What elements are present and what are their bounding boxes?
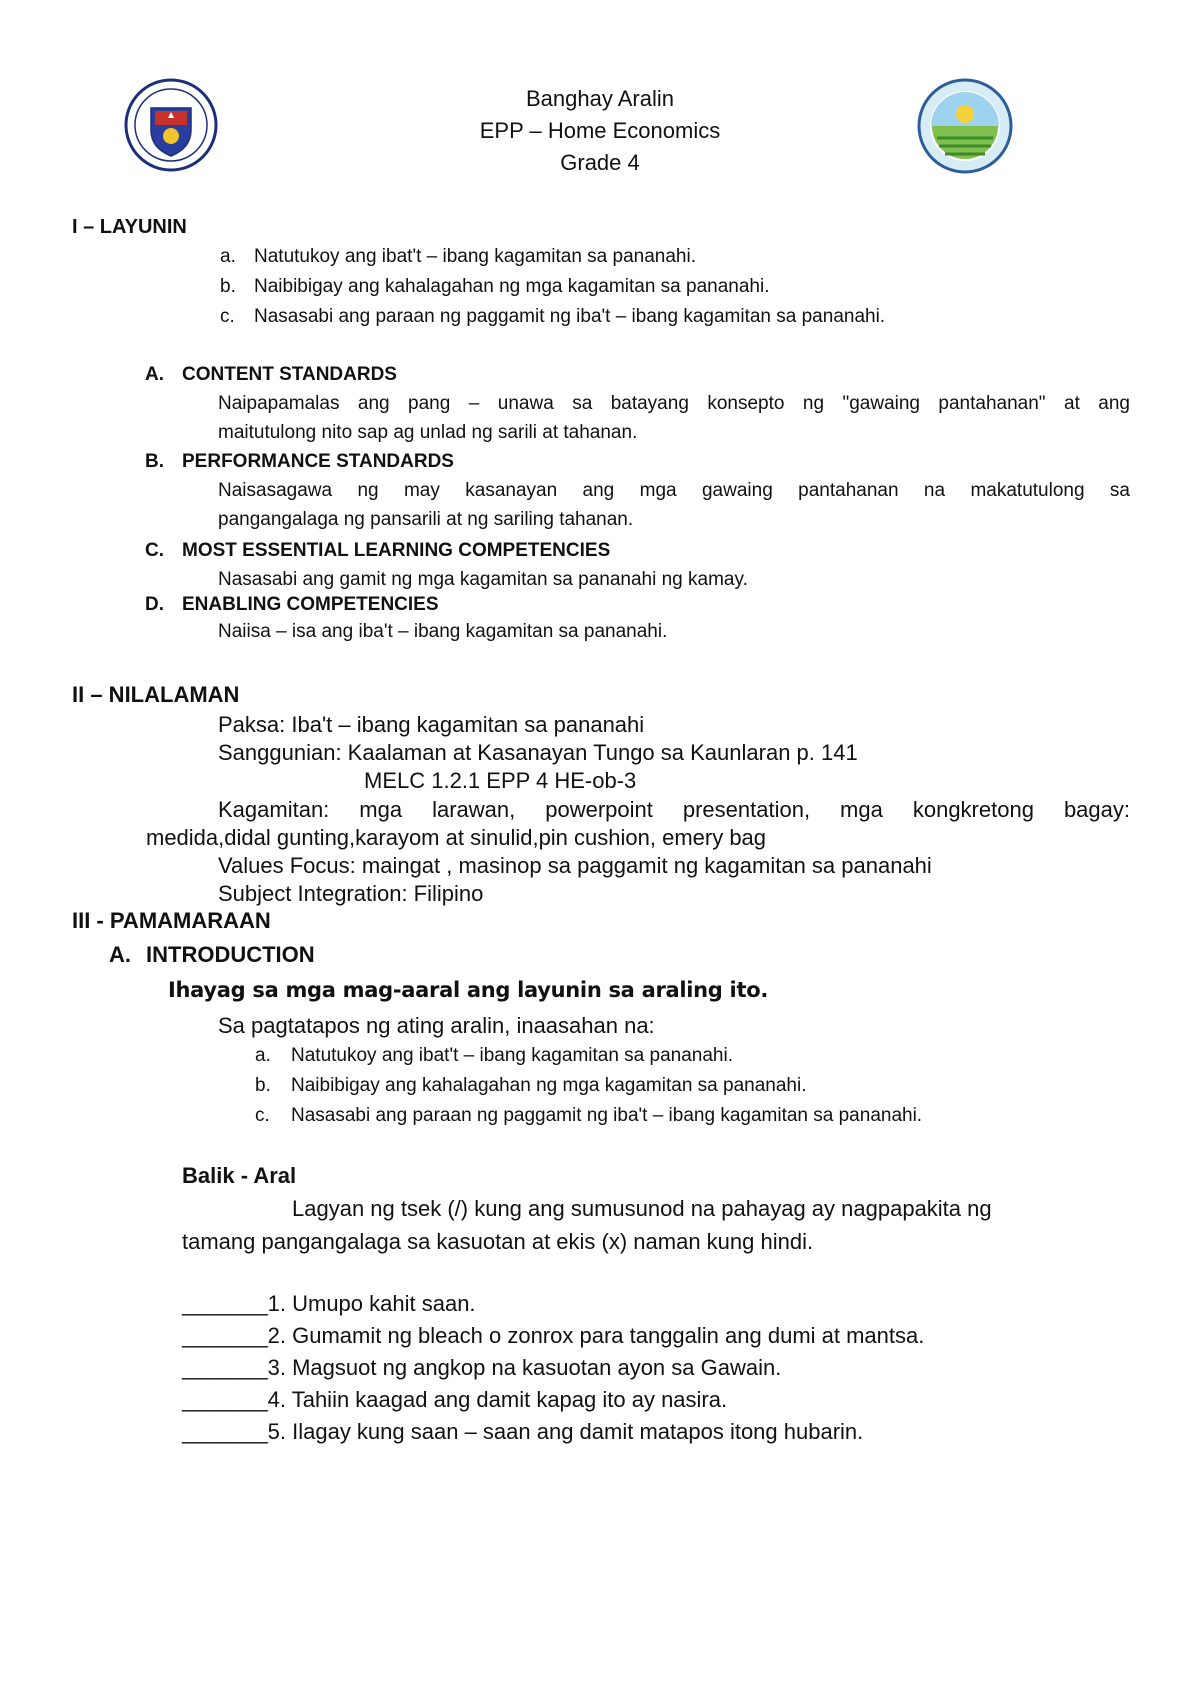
balik-aral-question: _______2. Gumamit ng bleach o zonrox para tanggalin ang dumi at mantsa. [182,1323,925,1348]
objective-item: Nasasabi ang paraan ng paggamit ng iba't – ibang kagamitan sa pananahi. [291,1105,923,1126]
layunin-item: Natutukoy ang ibat't – ibang kagamitan sa pananahi. [254,246,696,267]
performance-standards-text: Naisasagawa ng may kasanayan ang mga gawaing pantahanan na makatutulong sa [218,480,1130,501]
enabling-competencies-heading: ENABLING COMPETENCIES [182,594,439,615]
pamamaraan-heading: III - PAMAMARAAN [72,908,271,933]
balik-aral-instruction: Lagyan ng tsek (/) kung ang sumusunod na pahayag ay nagpapakita ng [292,1196,992,1221]
standard-marker: C. [145,540,164,561]
melc-heading: MOST ESSENTIAL LEARNING COMPETENCIES [182,540,611,561]
performance-standards-heading: PERFORMANCE STANDARDS [182,451,454,472]
melc-code-text: MELC 1.2.1 EPP 4 HE-ob-3 [364,768,637,793]
sanggunian-text: Sanggunian: Kaalaman at Kasanayan Tungo sa Kaunlaran p. 141 [218,740,858,765]
layunin-marker: a. [220,246,236,267]
layunin-marker: b. [220,276,236,297]
objective-marker: b. [255,1075,271,1096]
objective-item: Natutukoy ang ibat't – ibang kagamitan sa pananahi. [291,1045,733,1066]
standard-marker: D. [145,594,164,615]
content-standards-text: Naipapamalas ang pang – unawa sa batayang konsepto ng "gawaing pantahanan" at ang [218,393,1130,414]
nilalaman-heading: II – NILALAMAN [72,682,240,707]
objective-marker: a. [255,1045,271,1066]
layunin-heading: I – LAYUNIN [72,216,187,238]
kagamitan-text: medida,didal gunting,karayom at sinulid,pin cushion, emery bag [146,825,767,850]
balik-aral-question: _______4. Tahiin kaagad ang damit kapag ito ay nasira. [182,1387,728,1412]
values-focus-text: Values Focus: maingat , masinop sa paggamit ng kagamitan sa pananahi [218,853,932,878]
enabling-competencies-text: Naiisa – isa ang iba't – ibang kagamitan sa pananahi. [218,621,668,642]
layunin-item: Naibibigay ang kahalagahan ng mga kagamitan sa pananahi. [254,276,770,297]
document-grade: Grade 4 [560,150,640,175]
subject-integration-text: Subject Integration: Filipino [218,881,484,906]
balik-aral-instruction: tamang pangangalaga sa kasuotan at ekis (x) naman kung hindi. [182,1229,814,1254]
paksa-text: Paksa: Iba't – ibang kagamitan sa pananahi [218,712,645,737]
balik-aral-question: _______3. Magsuot ng angkop na kasuotan ayon sa Gawain. [182,1355,782,1380]
balik-aral-question: _______5. Ilagay kung saan – saan ang damit matapos itong hubarin. [182,1419,864,1444]
document-title: Banghay Aralin [526,86,674,111]
performance-standards-text: pangangalaga ng pansarili at ng sariling tahanan. [218,509,634,530]
balik-aral-question: _______1. Umupo kahit saan. [182,1291,476,1316]
standard-marker: A. [145,364,164,385]
introduction-lead: Sa pagtatapos ng ating aralin, inaasahan na: [218,1013,655,1038]
introduction-heading: INTRODUCTION [146,942,315,967]
balik-aral-heading: Balik - Aral [182,1163,297,1188]
objective-item: Naibibigay ang kahalagahan ng mga kagamitan sa pananahi. [291,1075,807,1096]
document-subject: EPP – Home Economics [479,118,721,143]
content-standards-heading: CONTENT STANDARDS [182,364,397,385]
introduction-instruction: Ihayag sa mga mag-aaral ang layunin sa araling ito. [168,978,768,1002]
layunin-item: Nasasabi ang paraan ng paggamit ng iba't – ibang kagamitan sa pananahi. [254,306,886,327]
objective-marker: c. [255,1105,270,1126]
kagamitan-text: Kagamitan: mga larawan, powerpoint presentation, mga kongkretong bagay: [218,797,1130,822]
content-standards-text: maitutulong nito sap ag unlad ng sarili at tahanan. [218,422,638,443]
introduction-marker: A. [109,942,131,967]
standard-marker: B. [145,451,164,472]
melc-text: Nasasabi ang gamit ng mga kagamitan sa pananahi ng kamay. [218,569,748,590]
layunin-marker: c. [220,306,235,327]
